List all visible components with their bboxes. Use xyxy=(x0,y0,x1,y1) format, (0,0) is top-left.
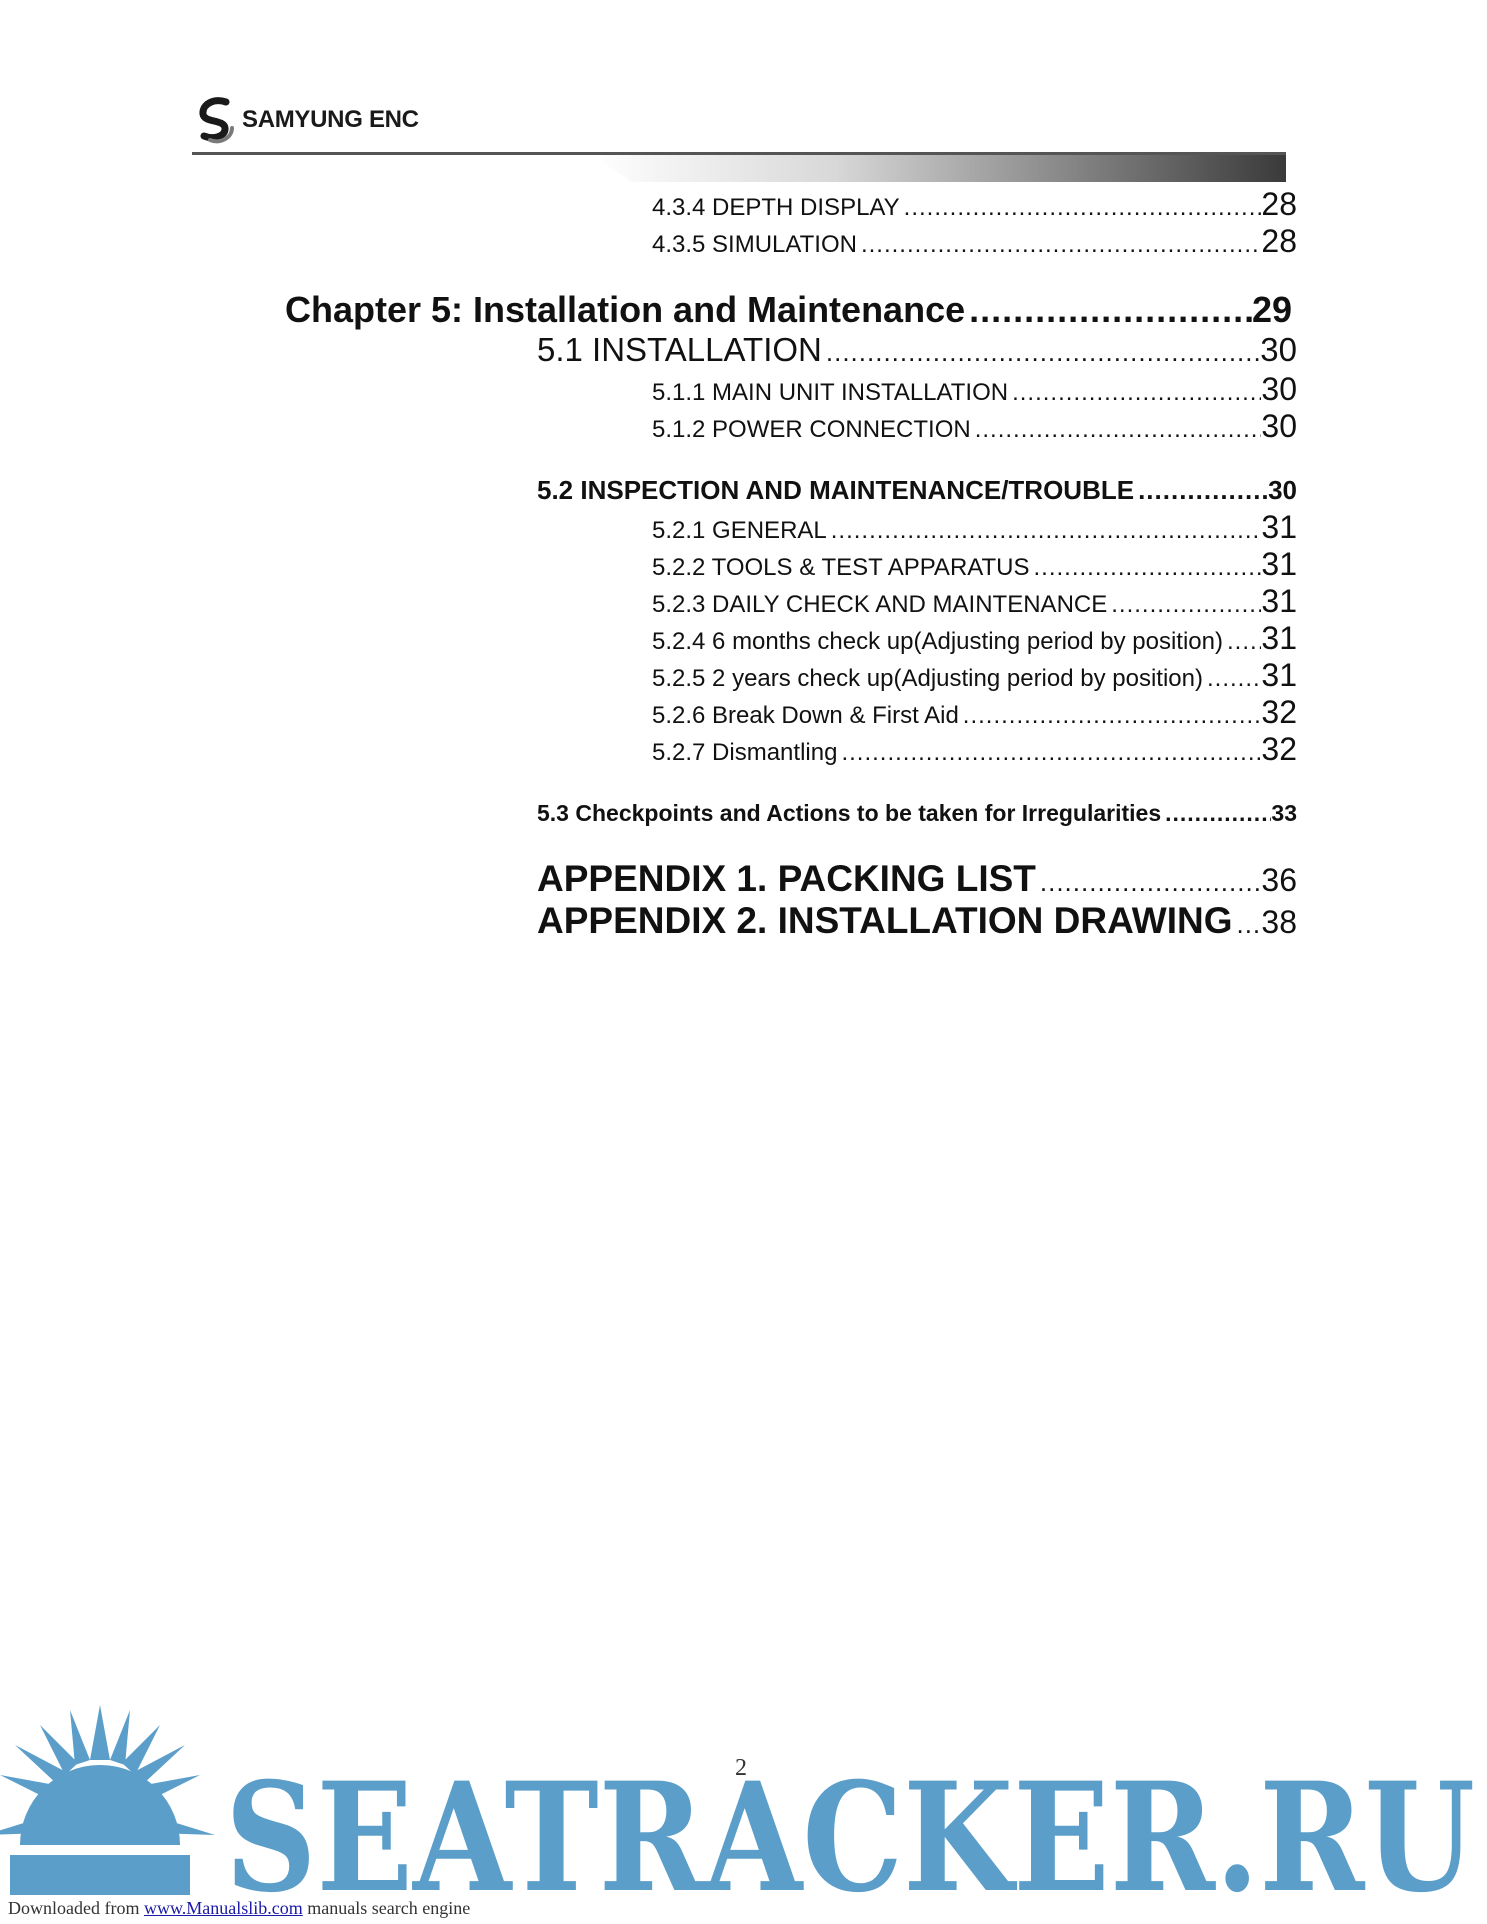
toc-leader-dots xyxy=(857,231,1261,259)
toc-leader-dots xyxy=(1203,665,1261,693)
toc-section-5-3[interactable] xyxy=(537,800,1297,827)
toc-entry-page: 28 xyxy=(1261,186,1297,222)
toc-entry-page: 31 xyxy=(1261,509,1297,545)
toc-entry-5-1-1[interactable] xyxy=(652,371,1297,408)
toc-entry-page: 32 xyxy=(1261,694,1297,730)
toc-chapter-label: Chapter 5: Installation and Maintenance xyxy=(285,289,966,330)
seatracker-watermark xyxy=(0,1705,1487,1905)
footer xyxy=(8,1898,470,1919)
toc-section-page: 33 xyxy=(1271,800,1297,826)
toc-entry-page: 31 xyxy=(1261,583,1297,619)
toc-appendix-label: APPENDIX 1. PACKING LIST xyxy=(537,858,1036,899)
toc-leader-dots xyxy=(1134,475,1268,506)
toc-leader-dots xyxy=(959,702,1262,730)
toc-leader-dots xyxy=(1008,379,1261,407)
toc-entry-5-2-6[interactable] xyxy=(652,694,1297,731)
toc-leader-dots xyxy=(965,289,1252,331)
samyung-logo-icon xyxy=(196,96,236,144)
toc-appendix-page: 38 xyxy=(1261,904,1297,940)
toc-chapter-5[interactable] xyxy=(285,289,1292,331)
toc-entry-5-2-5[interactable] xyxy=(652,657,1297,694)
toc-leader-dots xyxy=(1223,628,1261,656)
toc-entry-page: 31 xyxy=(1261,657,1297,693)
toc-appendix-1[interactable] xyxy=(537,858,1297,900)
toc-appendix-page: 36 xyxy=(1261,862,1297,898)
toc-section-5-2[interactable] xyxy=(537,475,1297,506)
toc-appendix-label: APPENDIX 2. INSTALLATION DRAWING xyxy=(537,900,1233,941)
toc-appendix-2[interactable] xyxy=(537,900,1297,942)
toc-leader-dots xyxy=(1036,867,1262,898)
toc-entry-4-3-4[interactable] xyxy=(652,186,1297,223)
toc-chapter-page: 29 xyxy=(1251,289,1292,330)
toc-entry-5-2-4[interactable] xyxy=(652,620,1297,657)
footer-prefix: Downloaded from xyxy=(8,1898,140,1918)
watermark-text: SEATRACKER.RU xyxy=(225,1750,1475,1905)
toc-leader-dots xyxy=(837,739,1261,767)
toc-section-label: 5.2 INSPECTION AND MAINTENANCE/TROUBLE xyxy=(537,475,1135,505)
toc-entry-5-2-7[interactable] xyxy=(652,731,1297,768)
toc-entry-page: 30 xyxy=(1261,408,1297,444)
toc-entry-page: 32 xyxy=(1261,731,1297,767)
toc-leader-dots xyxy=(822,337,1260,368)
toc-leader-dots xyxy=(1232,909,1261,940)
toc-entry-page: 31 xyxy=(1261,546,1297,582)
toc-entry-label: 5.2.4 6 months check up(Adjusting period by position) xyxy=(652,628,1223,655)
brand-name: SAMYUNG ENC xyxy=(242,106,419,133)
toc-entry-page: 30 xyxy=(1261,371,1297,407)
toc-section-5-1[interactable] xyxy=(537,331,1297,369)
toc-entry-label: 4.3.4 DEPTH DISPLAY xyxy=(652,194,900,221)
toc-leader-dots xyxy=(1161,800,1271,827)
toc-leader-dots xyxy=(827,517,1262,545)
toc-leader-dots xyxy=(1030,554,1262,582)
toc-entry-label: 5.2.1 GENERAL xyxy=(652,517,827,544)
toc-entry-label: 5.2.6 Break Down & First Aid xyxy=(652,702,959,729)
brand-logo xyxy=(196,96,419,144)
toc-leader-dots xyxy=(971,416,1262,444)
toc-leader-dots xyxy=(1107,591,1261,619)
toc-section-page: 30 xyxy=(1260,331,1297,368)
toc-entry-5-2-1[interactable] xyxy=(652,509,1297,546)
toc-entry-label: 5.1.1 MAIN UNIT INSTALLATION xyxy=(652,379,1009,406)
toc-section-label: 5.3 Checkpoints and Actions to be taken for Irregularities xyxy=(537,800,1162,826)
page-number: 2 xyxy=(735,1755,747,1781)
footer-suffix: manuals search engine xyxy=(307,1898,471,1918)
toc-section-page: 30 xyxy=(1268,475,1297,505)
header-gradient-bar xyxy=(192,152,1286,184)
toc-entry-label: 5.2.7 Dismantling xyxy=(652,739,838,766)
toc-entry-label: 5.2.5 2 years check up(Adjusting period by position) xyxy=(652,665,1203,692)
sun-icon xyxy=(0,1705,215,1895)
toc-leader-dots xyxy=(900,194,1262,222)
toc-entry-5-2-3[interactable] xyxy=(652,583,1297,620)
toc-entry-5-1-2[interactable] xyxy=(652,408,1297,445)
toc-entry-label: 4.3.5 SIMULATION xyxy=(652,231,857,258)
toc-entry-5-2-2[interactable] xyxy=(652,546,1297,583)
toc-entry-label: 5.2.2 TOOLS & TEST APPARATUS xyxy=(652,554,1030,581)
toc-entry-label: 5.1.2 POWER CONNECTION xyxy=(652,416,971,443)
manualslib-link[interactable]: www.Manualslib.com xyxy=(143,1898,303,1918)
toc-section-label: 5.1 INSTALLATION xyxy=(537,331,822,368)
toc-entry-page: 28 xyxy=(1261,223,1297,259)
toc-entry-label: 5.2.3 DAILY CHECK AND MAINTENANCE xyxy=(652,591,1108,618)
toc-entry-4-3-5[interactable] xyxy=(652,223,1297,260)
toc-entry-page: 31 xyxy=(1261,620,1297,656)
